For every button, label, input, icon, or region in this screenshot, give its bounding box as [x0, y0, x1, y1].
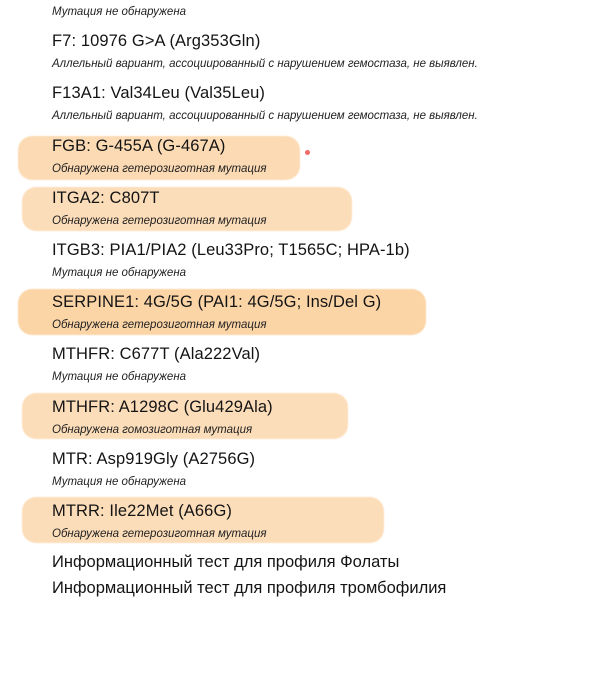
gene-title: F7: 10976 G>A (Arg353Gln): [52, 32, 261, 50]
result-note: Мутация не обнаружена: [52, 6, 187, 18]
result-note: Мутация не обнаружена: [52, 371, 187, 383]
marker-dot: [305, 150, 310, 155]
result-note: Мутация не обнаружена: [52, 267, 187, 279]
gene-title: FGB: G-455A (G-467A): [52, 137, 226, 155]
gene-title: MTHFR: A1298C (Glu429Ala): [52, 398, 273, 416]
result-note: Обнаружена гетерозиготная мутация: [52, 215, 267, 227]
result-note: Обнаружена гомозиготная мутация: [52, 424, 253, 436]
gene-title: MTHFR: C677T (Ala222Val): [52, 345, 261, 363]
result-note: Аллельный вариант, ассоциированный с нарушением гемостаза, не выявлен.: [52, 58, 478, 70]
gene-title: F13A1: Val34Leu (Val35Leu): [52, 84, 265, 102]
result-note: Обнаружена гетерозиготная мутация: [52, 528, 267, 540]
gene-title: MTRR: Ile22Met (A66G): [52, 502, 232, 520]
result-note: Аллельный вариант, ассоциированный с нарушением гемостаза, не выявлен.: [52, 110, 478, 122]
gene-title: ITGA2: C807T: [52, 189, 160, 207]
footer-line-folate: Информационный тест для профиля Фолаты: [52, 553, 400, 571]
result-note: Обнаружена гетерозиготная мутация: [52, 319, 267, 331]
gene-title: SERPINE1: 4G/5G (PAI1: 4G/5G; Ins/Del G): [52, 293, 382, 311]
footer-line-thrombophilia: Информационный тест для профиля тромбофилия: [52, 579, 447, 597]
gene-title: ITGB3: PIA1/PIA2 (Leu33Pro; T1565C; HPA-1b): [52, 241, 410, 259]
result-note: Обнаружена гетерозиготная мутация: [52, 163, 267, 175]
gene-title: MTR: Asp919Gly (A2756G): [52, 450, 256, 468]
result-note: Мутация не обнаружена: [52, 476, 187, 488]
